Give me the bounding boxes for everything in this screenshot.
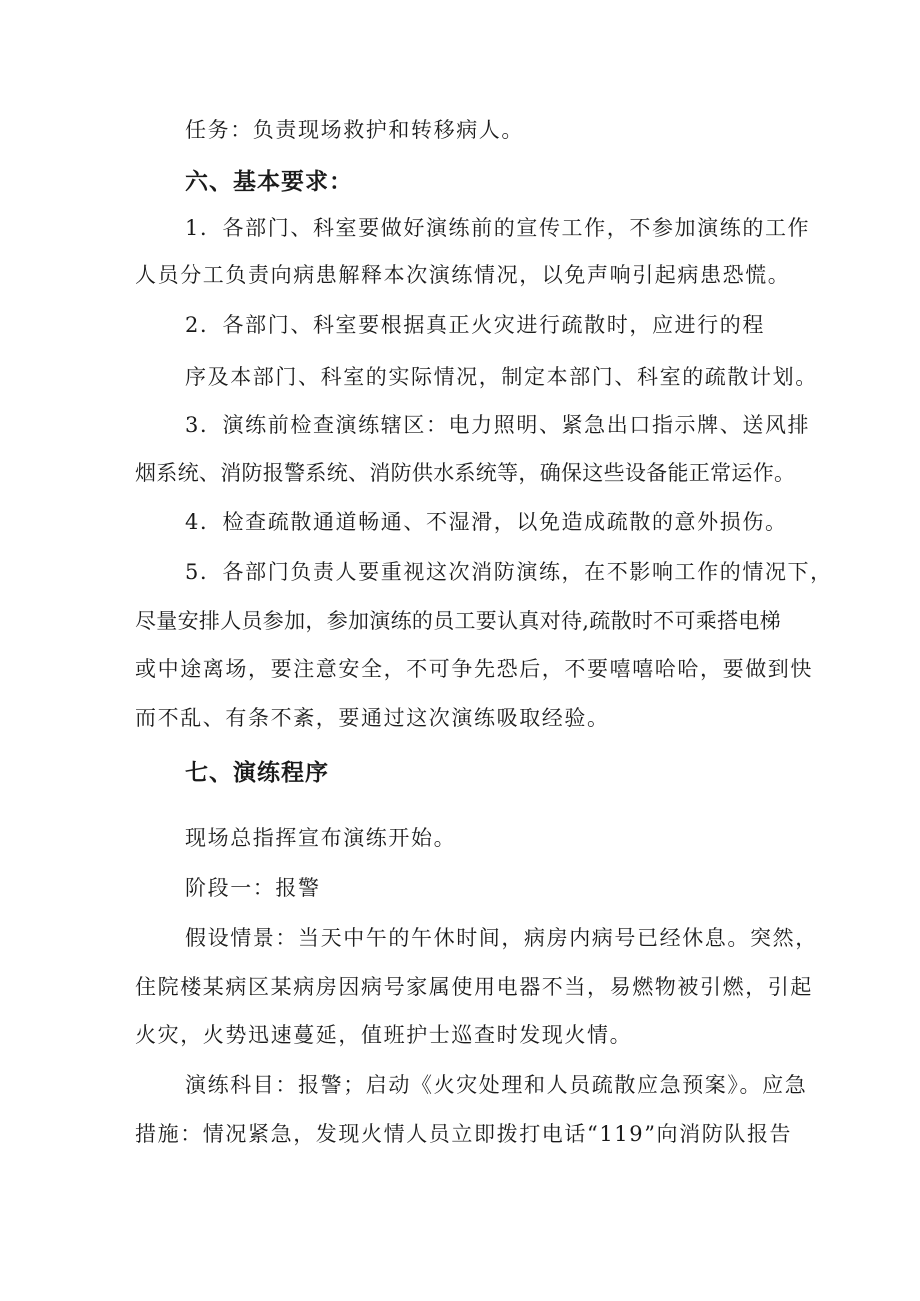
phase-1-line: 阶段一：报警 [185,876,321,900]
req-5-line-3: 或中途离场，要注意安全，不可争先恐后，不要嘻嘻哈哈，要做到快 [135,657,813,681]
req-2-line-2: 序及本部门、科室的实际情况，制定本部门、科室的疏散计划。 [185,365,818,389]
req-5-line-4: 而不乱、有条不紊，要通过这次演练吸取经验。 [135,706,610,730]
drill-subject-line-1: 演练科目：报警；启动《火灾处理和人员疏散应急预案》。应急 [185,1073,808,1097]
req-5-line-1: 5．各部门负责人要重视这次消防演练，在不影响工作的情况下， [185,560,833,584]
section-7-heading: 七、演练程序 [185,760,329,786]
req-3-line-2: 烟系统、消防报警系统、消防供水系统等，确保这些设备能正常运作。 [135,461,796,485]
req-3-line-1: 3．演练前检查演练辖区：电力照明、紧急出口指示牌、送风排 [185,413,811,437]
drill-subject-line-2: 措施：情况紧急，发现火情人员立即拨打电话“119”向消防队报告 [135,1122,793,1146]
req-1-line-2: 人员分工负责向病患解释本次演练情况，以免声响引起病患恐慌。 [135,263,791,287]
scenario-line-3: 火灾，火势迅速蔓延，值班护士巡查时发现火情。 [135,1023,633,1047]
scenario-line-1: 假设情景：当天中午的午休时间，病房内病号已经休息。突然， [185,926,818,950]
req-2-line-1: 2．各部门、科室要根据真正火灾进行疏散时，应进行的程 [185,313,765,337]
section-6-heading: 六、基本要求： [185,169,353,195]
req-5-line-2: 尽量安排人员参加，参加演练的员工要认真对待,疏散时不可乘搭电梯 [135,609,781,633]
req-4-line-1: 4．检查疏散通道畅通、不湿滑，以免造成疏散的意外损伤。 [185,510,788,534]
drill-start-line: 现场总指挥宣布演练开始。 [185,826,457,850]
scenario-line-2: 住院楼某病区某病房因病号家属使用电器不当，易燃物被引燃，引起 [135,975,813,999]
task-line: 任务：负责现场救护和转移病人。 [185,118,524,142]
req-1-line-1: 1．各部门、科室要做好演练前的宣传工作，不参加演练的工作 [185,216,811,240]
